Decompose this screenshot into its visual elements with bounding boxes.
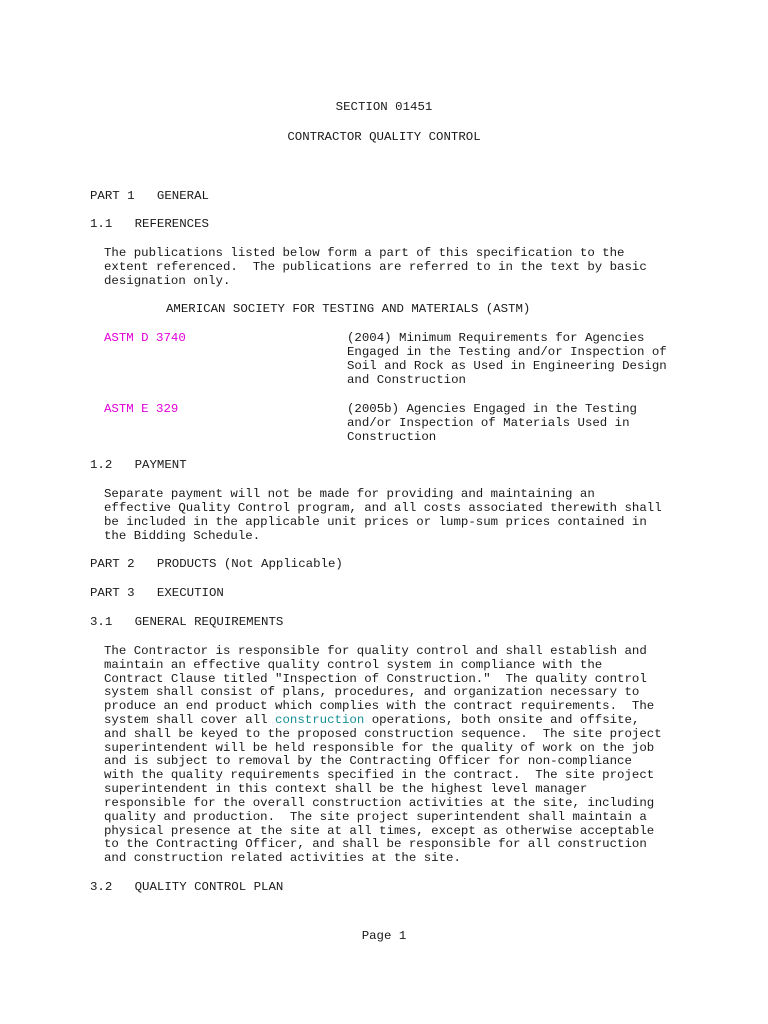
general-line: The Contractor is responsible for quality control and shall establish and (104, 644, 647, 658)
references-intro-line: extent referenced. The publications are referred to in the text by basic (104, 260, 647, 274)
general-line-text: operations, both onsite and offsite, (364, 713, 640, 727)
general-line: and shall be keyed to the proposed construction sequence. The site project (104, 727, 662, 741)
general-line: responsible for the overall construction activities at the site, including (104, 796, 655, 810)
general-requirements-heading: 3.1 GENERAL REQUIREMENTS (90, 615, 284, 629)
section-title: CONTRACTOR QUALITY CONTROL (287, 130, 481, 144)
reference-desc-line: Soil and Rock as Used in Engineering Design (347, 359, 667, 373)
general-line: superintendent will be held responsible for the quality of work on the job (104, 741, 655, 755)
references-intro-line: designation only. (104, 274, 231, 288)
general-line: produce an end product which complies with the contract requirements. The (104, 699, 655, 713)
general-line: system shall consist of plans, procedures, and organization necessary to (104, 685, 640, 699)
general-line: Contract Clause titled "Inspection of Construction." The quality control (104, 672, 647, 686)
references-heading: 1.1 REFERENCES (90, 217, 209, 231)
payment-line: Separate payment will not be made for providing and maintaining an (104, 487, 595, 501)
general-line: and is subject to removal by the Contracting Officer for non-compliance (104, 754, 632, 768)
general-line: superintendent in this context shall be the highest level manager (104, 782, 588, 796)
reference-desc-line: Engaged in the Testing and/or Inspection of (347, 345, 667, 359)
reference-desc-line: (2004) Minimum Requirements for Agencies (347, 331, 645, 345)
reference-desc-line: and Construction (347, 373, 466, 387)
general-line (104, 714, 639, 728)
construction-link[interactable]: construction (275, 713, 365, 727)
general-line: quality and production. The site project superintendent shall maintain a (104, 810, 647, 824)
general-line: to the Contracting Officer, and shall be responsible for all construction (104, 837, 647, 851)
payment-line: effective Quality Control program, and all costs associated therewith shall (104, 501, 662, 515)
reference-organization: AMERICAN SOCIETY FOR TESTING AND MATERIALS (ASTM) (166, 302, 531, 316)
qc-plan-heading: 3.2 QUALITY CONTROL PLAN (90, 880, 284, 894)
general-line-text: system shall cover all (104, 713, 276, 727)
part1-heading: PART 1 GENERAL (90, 189, 209, 203)
page-number: Page 1 (361, 929, 407, 943)
part3-heading: PART 3 EXECUTION (90, 586, 224, 600)
payment-heading: 1.2 PAYMENT (90, 458, 187, 472)
reference-desc-line: (2005b) Agencies Engaged in the Testing (347, 402, 637, 416)
general-line: with the quality requirements specified in the contract. The site project (104, 768, 655, 782)
general-line: and construction related activities at the site. (104, 851, 461, 865)
payment-line: the Bidding Schedule. (104, 529, 261, 543)
references-intro-line: The publications listed below form a part of this specification to the (104, 246, 625, 260)
reference-code-link[interactable]: ASTM E 329 (104, 402, 179, 416)
payment-line: be included in the applicable unit prices or lump-sum prices contained in (104, 515, 647, 529)
section-number: SECTION 01451 (335, 100, 433, 114)
general-line: physical presence at the site at all times, except as otherwise acceptable (104, 824, 655, 838)
reference-desc-line: and/or Inspection of Materials Used in (347, 416, 630, 430)
general-line: maintain an effective quality control system in compliance with the (104, 658, 603, 672)
part2-heading: PART 2 PRODUCTS (Not Applicable) (90, 557, 343, 571)
reference-desc-line: Construction (347, 430, 437, 444)
reference-code-link[interactable]: ASTM D 3740 (104, 331, 186, 345)
